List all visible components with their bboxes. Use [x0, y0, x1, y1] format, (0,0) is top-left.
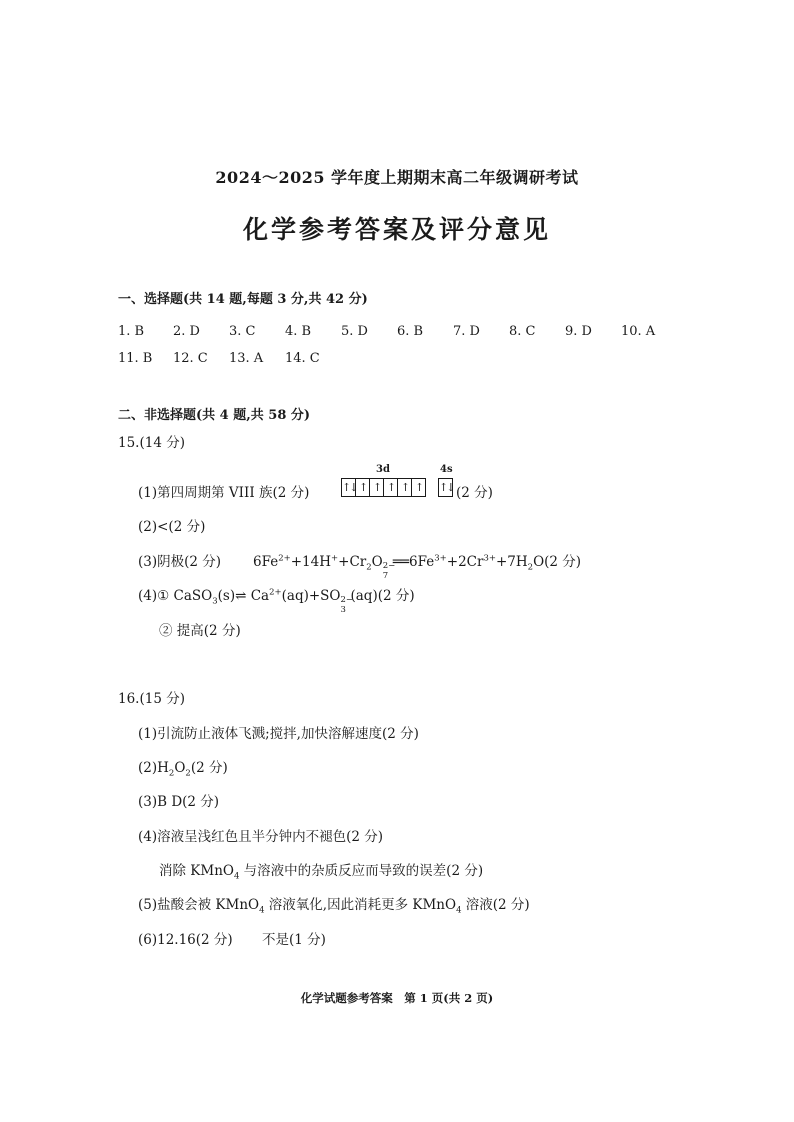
orbital-3d-label: 3d [376, 464, 390, 475]
eq-text: (5)盐酸会被 KMnO [138, 897, 260, 913]
eq-text: (4)① CaSO [138, 588, 213, 604]
eq-text: 6Fe [409, 554, 435, 570]
eq-text: (2 分) [190, 760, 228, 776]
q16-part4-note [159, 859, 484, 882]
answer-item: 12. C [173, 351, 208, 366]
answer-item: 4. B [285, 324, 312, 339]
eq-text: (s) [217, 588, 236, 604]
eq-sub: 4 [259, 905, 265, 916]
eq-text: +Cr [338, 554, 367, 570]
answer-item: 13. A [229, 351, 264, 366]
q16-part3: (3)B D(2 分) [138, 794, 220, 810]
eq-text: O [371, 554, 383, 570]
orbital-cell: ↑↓ [342, 481, 357, 494]
equilibrium-arrow: ⇌ [235, 588, 247, 604]
eq-text: O(2 分) [533, 554, 582, 570]
eq-sub: 4 [233, 871, 240, 882]
eq-text: (2)H [138, 760, 169, 776]
orbital-cell: ↑ [370, 479, 384, 496]
orbital-cell: ↑ [384, 479, 398, 496]
eq-text: +14H [290, 554, 332, 570]
orbital-cell: ↑ [414, 481, 423, 494]
page-footer: 化学试题参考答案 第 1 页(共 2 页) [300, 991, 494, 1005]
eq-text: 溶液(2 分) [461, 897, 530, 913]
q15-part3-label: (3)阴极(2 分) [138, 554, 222, 570]
answer-item: 1. B [118, 324, 145, 339]
section-1-heading: 一、选择题(共 14 题,每题 3 分,共 42 分) [118, 292, 368, 307]
eq-text: (aq)+SO [281, 588, 341, 604]
q16-part6-b: 不是(1 分) [262, 932, 326, 948]
orbital-4s-label: 4s [440, 464, 453, 475]
eq-sub: 2 [168, 768, 175, 779]
q15-part1-score: (2 分) [456, 485, 493, 501]
eq-sup: + [331, 553, 339, 564]
eq-text: O [174, 760, 186, 776]
q15-part4-equation: (4)① CaSO$_3$(s)⇌ $Ca^{2+}(aq)+SO$ 2− 3 (aq)(2 分) [138, 587, 415, 615]
answer-item: 2. D [173, 324, 200, 339]
exam-subtitle: 2024～2025 学年度上期期末高二年级调研考试 [215, 168, 579, 187]
eq-text: +2Cr [446, 554, 484, 570]
eq-sub: 2 [366, 562, 372, 573]
orbital-cell: ↑ [398, 479, 412, 496]
q16-part2 [138, 756, 228, 779]
orbital-4s-box [438, 478, 453, 497]
eq-sup: 2+ [278, 553, 291, 564]
eq-sup: 3+ [434, 553, 447, 564]
eq-text: (aq)(2 分) [350, 588, 415, 604]
eq-text: 与溶液中的杂质反应而导致的误差(2 分) [239, 863, 484, 879]
eq-sub: 4 [456, 905, 462, 916]
page-title: 化学参考答案及评分意见 [242, 215, 551, 244]
q15-part3-equation: $6Fe^{2+}+14H^++Cr_2O$ 2− 7 $══6Fe^{3+}+2Cr^{3+}+7H_2O(2$ 分) [253, 553, 582, 581]
q16-part5 [138, 893, 530, 916]
eq-text: 溶液氧化,因此消耗更多 KMnO [264, 897, 457, 913]
orbital-cell: ↑↓ [439, 481, 454, 494]
q16-heading: 16.(15 分) [118, 691, 185, 707]
eq-text: 消除 KMnO [159, 863, 234, 879]
answer-item: 8. C [509, 324, 536, 339]
orbital-cell: ↑ [356, 479, 370, 496]
answer-item: 3. C [229, 324, 256, 339]
q15-part2: (2)<(2 分) [138, 519, 206, 535]
section-2-heading: 二、非选择题(共 4 题,共 58 分) [118, 408, 311, 423]
eq-sup: 3+ [483, 553, 496, 564]
eq-sub: 2 [185, 768, 191, 779]
answer-item: 5. D [341, 324, 368, 339]
q15-heading: 15.(14 分) [118, 435, 185, 451]
orbital-3d-boxes [341, 478, 426, 497]
eq-text: 6Fe [253, 554, 279, 570]
eq-text: +7H [495, 554, 528, 570]
q16-part6-a: (6)12.16(2 分) [138, 932, 233, 948]
q16-part1: (1)引流防止液体飞溅;搅拌,加快溶解速度(2 分) [138, 726, 419, 742]
eq-sup: 2+ [269, 587, 282, 598]
answer-item: 10. A [621, 324, 656, 339]
answer-item: 11. B [118, 351, 153, 366]
eq-text: Ca [246, 588, 270, 604]
answer-item: 9. D [565, 324, 592, 339]
answer-item: 14. C [285, 351, 320, 366]
eq-arrow: ══ [392, 554, 410, 570]
answer-item: 6. B [397, 324, 424, 339]
eq-sub: 2 [527, 562, 534, 573]
eq-sub: 3 [212, 596, 218, 607]
q15-part4-2: ② 提高(2 分) [159, 623, 241, 639]
answer-item: 7. D [453, 324, 480, 339]
q15-part1: (1)第四周期第 VIII 族(2 分) [138, 485, 310, 501]
q16-part4: (4)溶液呈浅红色且半分钟内不褪色(2 分) [138, 829, 384, 845]
